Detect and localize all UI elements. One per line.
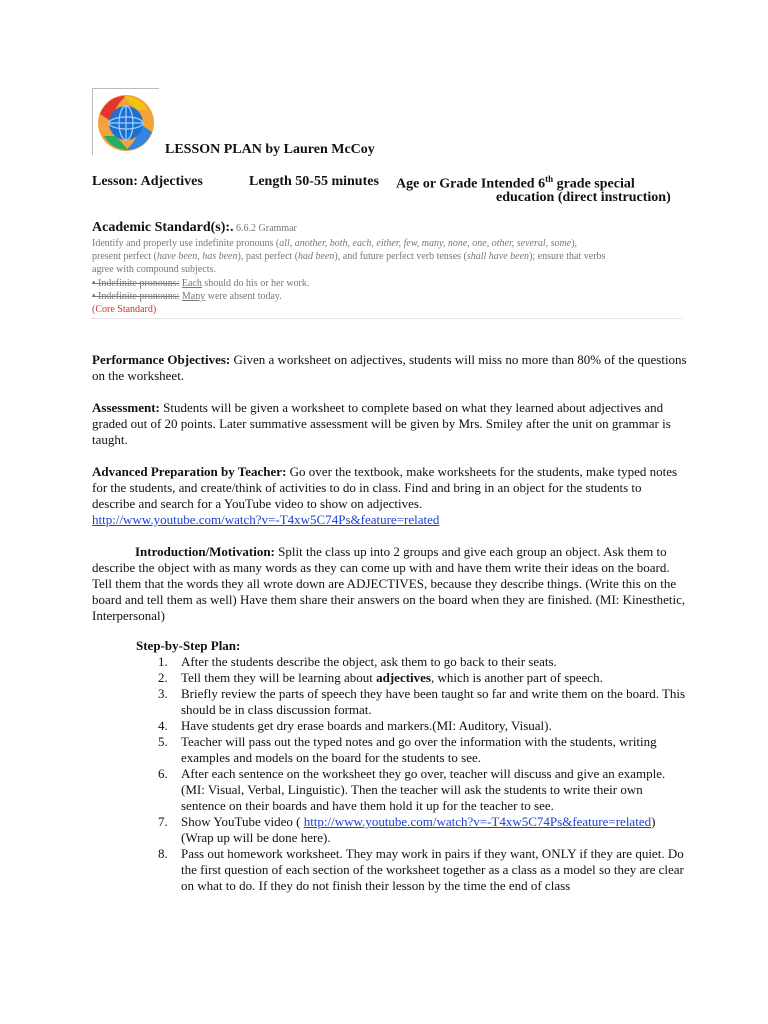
step-number: 3. — [158, 686, 168, 701]
std-text: Identify and properly use indefinite pronouns ( — [92, 238, 280, 249]
youtube-link[interactable]: http://www.youtube.com/watch?v=-T4xw5C74Ps&feature=related — [303, 814, 652, 829]
standard-line-3: agree with compound subjects. — [92, 264, 216, 276]
example-rest: should do his or her work. — [201, 277, 310, 289]
step-number: 7. — [158, 814, 168, 829]
grade-intended-line2: education (direct instruction) — [496, 190, 671, 205]
section-divider — [92, 318, 682, 319]
step-number: 6. — [158, 766, 168, 781]
list-item — [136, 766, 688, 814]
preparation-text: Go over the textbook, make worksheets for the students, make typed notes for the students, and create/think of activities to do in class. Find and bring in an object for the students to describe and search for a YouTube video to show on adjectives. — [92, 464, 678, 511]
step-text: Show YouTube video ( — [181, 814, 304, 829]
example-label: • Indefinite pronouns: — [92, 290, 180, 302]
step-text: Teacher will pass out the typed notes and go over the information with the students, writing examples and models on the board for the students to see. — [181, 734, 657, 765]
std-emphasis: shall have been — [466, 251, 530, 263]
preparation-label: Advanced Preparation by Teacher: — [92, 464, 287, 479]
plan-steps — [136, 654, 688, 894]
std-emphasis: all, another, both, each, either, few, many, none, one, other, several, some — [279, 238, 572, 249]
performance-text: Given a worksheet on adjectives, students will miss no more than 80% of the questions on the worksheet. — [92, 352, 687, 383]
std-text: ), past perfect ( — [237, 251, 299, 263]
example-word: Each — [181, 277, 202, 289]
step-number: 2. — [158, 670, 168, 685]
standard-code: 6.6.2 Grammar — [233, 223, 297, 234]
list-item — [136, 734, 688, 766]
page-title: LESSON PLAN by Lauren McCoy — [165, 142, 375, 157]
standard-line-1 — [92, 237, 692, 250]
advanced-preparation — [92, 464, 688, 528]
step-number: 8. — [158, 846, 168, 861]
example-label: • Indefinite pronouns: — [92, 277, 180, 289]
plan-heading: Step-by-Step Plan: — [136, 638, 241, 653]
list-item — [136, 718, 688, 734]
youtube-link[interactable]: http://www.youtube.com/watch?v=-T4xw5C74Ps&feature=related — [92, 512, 440, 527]
step-number: 5. — [158, 734, 168, 749]
grade-text: Age or Grade Intended 6 — [396, 176, 546, 192]
step-text: Tell them they will be learning about — [181, 670, 377, 685]
globe-hands-logo-icon — [94, 92, 158, 154]
example-rest: were absent today. — [205, 290, 282, 302]
assessment — [92, 400, 688, 448]
intro-label: Introduction/Motivation: — [135, 544, 275, 559]
step-text: ) (Wrap up will be done here). — [181, 814, 656, 845]
list-item — [136, 846, 688, 894]
std-text: ), — [571, 238, 578, 249]
step-text: After the students describe the object, ask them to go back to their seats. — [181, 654, 557, 669]
performance-label: Performance Objectives: — [92, 352, 231, 367]
standard-label: Academic Standard(s): — [92, 220, 231, 235]
std-emphasis: have been, has been — [156, 251, 238, 263]
step-bold: adjectives — [376, 670, 431, 685]
list-item — [136, 814, 688, 846]
step-text: Pass out homework worksheet. They may work in pairs if they want, ONLY if they are quiet. Do the first question of each section of the worksheet together as a class as a model so they are clear on what to do. If they do not finish their lesson by the time the end of class — [181, 846, 684, 893]
std-emphasis: had been — [298, 251, 335, 263]
intro-text: Split the class up into 2 groups and give each group an object. Ask them to describe the object with as many words as they can come up with and have them write their ideas on the board. Tell them that the words they all wrote down are ADJECTIVES, because they describe things. (Write this on the board and tell them as well) Have them share their answers on the board when they are finished. (MI: Kinesthetic, Interpersonal) — [92, 544, 686, 623]
grade-superscript: th — [545, 174, 554, 184]
step-number: 4. — [158, 718, 168, 733]
standard-line-2 — [92, 250, 692, 263]
assessment-text: Students will be given a worksheet to complete based on what they learned about adjectives and graded out of 20 points. Later summative assessment will be given by Mrs. Smiley after the unit on grammar is taught. — [92, 400, 671, 447]
std-text: ); ensure that verbs — [529, 251, 606, 263]
step-text: After each sentence on the worksheet they go over, teacher will discuss and give an example. (MI: Visual, Verbal, Linguistic). Then the teacher will ask the students to write their own sentence on their boards and have them hold it up for the teacher to see. — [181, 766, 666, 813]
list-item — [136, 654, 688, 670]
step-number: 1. — [158, 654, 168, 669]
step-text: Have students get dry erase boards and markers.(MI: Auditory, Visual). — [181, 718, 552, 733]
standard-example-2 — [92, 290, 692, 303]
standard-description — [92, 237, 692, 316]
core-standard-label: (Core Standard) — [92, 304, 157, 316]
example-word: Many — [181, 290, 206, 302]
list-item — [136, 686, 688, 718]
standard-heading — [92, 220, 297, 236]
standard-example-1 — [92, 277, 692, 290]
std-text: ), and future perfect verb tenses ( — [334, 251, 467, 263]
grade-text-end: grade special — [553, 176, 635, 192]
step-text: , which is another part of speech. — [431, 670, 603, 685]
assessment-label: Assessment: — [92, 400, 160, 415]
introduction-motivation — [92, 544, 688, 624]
list-item — [136, 670, 688, 686]
lesson-topic: Lesson: Adjectives — [92, 174, 203, 189]
lesson-length: Length 50-55 minutes — [249, 174, 379, 189]
std-text: present perfect ( — [92, 251, 157, 263]
performance-objectives — [92, 352, 688, 384]
standard-dot: . — [230, 220, 234, 235]
step-text: Briefly review the parts of speech they have been taught so far and write them on the board. This should be in class discussion format. — [181, 686, 686, 717]
